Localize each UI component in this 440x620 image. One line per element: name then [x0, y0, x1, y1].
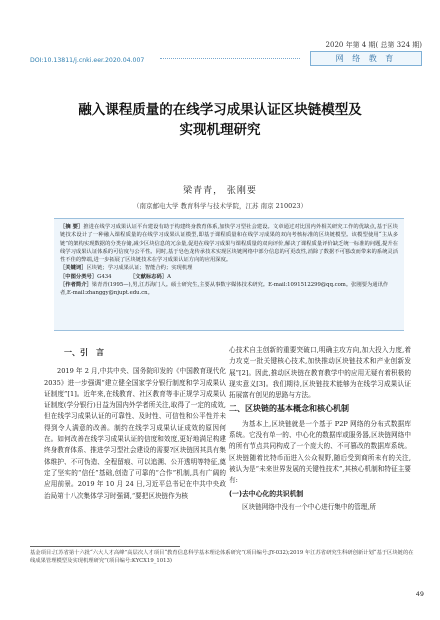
right-paragraph-1: 心技术自主创新的重要突破口,明确主攻方向,加大投入力度,着力攻克一批关键核心技术,加快推动区块链技术和产业创新发展”[2]。因此,推动区块链在教育教学中的应用无疑有着积极的现实意义[3]。我们期待,区块链技术能够为在线学习成果认证拓展富有创见的思路与方法。	[229, 346, 411, 400]
abstract-box	[54, 218, 404, 331]
title-line-2: 实现机理研究	[179, 122, 261, 138]
author-bio-row	[60, 281, 398, 298]
section-2-heading: 二、区块链的基本概念和核心机制	[229, 404, 349, 414]
intro-heading: 一、引 言	[64, 348, 104, 357]
right-column	[229, 345, 411, 513]
doi-link[interactable]: DOI:10.13811/j.cnki.eer.2020.04.007	[30, 57, 145, 64]
author-bio-label: ［作者简介］	[60, 282, 92, 289]
footnote: 基金项目:江苏省第十六批“六大人才高峰”高层次人才项目“教育信息科学基本理论体系研究”(项目编号:JY-032);2019 年江苏省研究生科研创新计划“基于区块链的在线成果管理模型及实现机理研究”(项目编号:KYCX19_1013)	[30, 550, 414, 564]
doc-code-value: A	[167, 273, 171, 280]
abstract-label: ［摘 要］	[60, 224, 84, 230]
clc-label: ［中图分类号］	[60, 273, 98, 280]
authors: 梁青青， 张刚要	[183, 186, 257, 196]
affiliation: （南京邮电大学 教育科学与技术学院，江苏 南京 210023）	[132, 202, 307, 210]
abstract-text: 推进在线学习成果认证平台建设有助于构建终身教育体系,加快学习型社会建设。文章通过对比国内外相关研究工作的优缺点,基于区块链技术设计了一种融入课程质量的在线学习成果认证模型,即基于课程质量和在线学习成果的双向考核标准的区块链模型。该模型使用“主从多链”的架构实现数据的分类存储,减少区块信息的冗余量,促进在线学习成果与课程质量的双向评价,解决了课程质量评价缺乏统一标准的问题,提升在线学习成果认证体系的可信度与公平性。同时,基于皂色龙传承技术实现区块链网络中部分信息的可更改性,消除了数据不可篡改而带来的系统灵活性不佳的弊端,进一步拓展了区块链技术在学习成果认证方向的应用深度。	[60, 224, 398, 264]
keywords: 区块链；学习成果认证；智能合约；实现机理	[86, 265, 193, 272]
author-bio: 梁青青(1995—),男,江苏海门人。硕士研究生,主要从事数字媒体技术研究。E-mail:1091512299@qq.com。张刚要为通讯作者,E-mail:zhanggy@njupt.edu.cn。	[60, 282, 389, 297]
classification-row	[60, 273, 398, 281]
keywords-label: ［关键词］	[60, 265, 87, 272]
right-paragraph-3: 区块链网络中没有一个中心进行集中的管理,所	[242, 502, 376, 511]
title-line-1: 融入课程质量的在线学习成果认证区块链模型及	[78, 102, 362, 118]
right-paragraph-2: 为基本上,区块链就是一个基于 P2P 网络的分布式数据库系统。它没有单一的、中心化的数据库或服务器,区块链网络中的所有节点共同构成了一个庞大的、不可篡改的数据库系统。区块链随着比特币而进入公众视野,随后受到商所未有的关注,被认为是“未来世界发展的关键性技术”,其核心机制和特征主要有:	[229, 419, 411, 485]
left-column	[44, 345, 226, 502]
subsection-heading: (一)去中心化的共识机制	[229, 489, 304, 498]
clc-value: G434	[97, 273, 112, 280]
issue-info: 2020 年第 4 期( 总第 324 期)	[325, 41, 422, 49]
article-title	[20, 100, 420, 140]
section-label: 网 络 教 育	[310, 51, 422, 66]
keywords-row	[60, 264, 398, 272]
doc-code-label: ［文献标志码］	[132, 273, 168, 280]
page-number: 49	[415, 590, 424, 598]
footnote-rule	[30, 546, 180, 547]
header-divider	[160, 58, 300, 59]
intro-paragraph: 2019 年 2 月,中共中央、国务院印发的《中国教育现代化 2035》进一步强调“建立健全国家学分银行制度和学习成果认证制度”[1]。近年来,在线教育、社区教育等非正规学习成果认证制度(学分银行)日益为国内外学者所关注,取得了一定的成效,但在线学习成果认证的可靠性、及时性、可信性和公平性并未得到令人满意的改善。制约在线学习成果认证成效的原因何在。如何改善在线学习成果认证的信度和效度,更好地满足构建终身教育体系、推进学习型社会建设的需要?区块链因其具有集体维护、不可伪造、全程留痕、可以追溯、公开透明等特征,奠定了坚实的“信任”基础,创造了可靠的“合作”机制,具有广阔的应用前景。2019 年 10 月 24 日,习近平总书记在中共中央政治局第十八次集体学习时强调,“要把区块链作为核	[44, 367, 226, 500]
abstract	[60, 223, 398, 264]
